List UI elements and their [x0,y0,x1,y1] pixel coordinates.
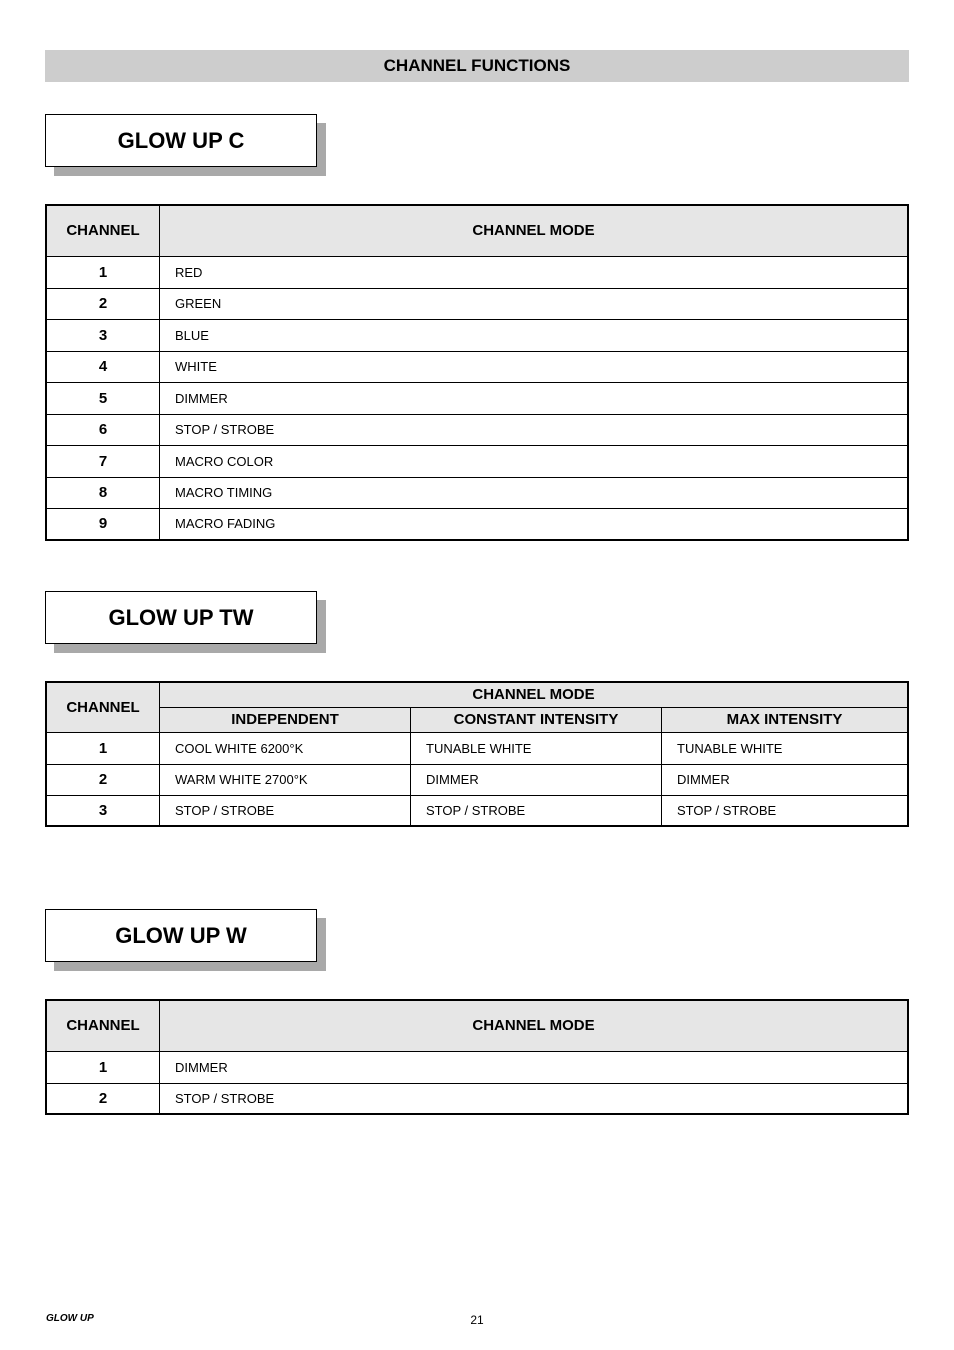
mode-independent: WARM WHITE 2700°K [160,764,411,795]
channel-table-glow-up-w [45,999,909,1115]
channel-mode: DIMMER [160,382,909,414]
table-header-row [46,1000,908,1051]
channel-table-glow-up-tw [45,681,909,827]
page-number: 21 [470,1313,484,1327]
channel-number: 1 [46,256,160,288]
section-title-glow-up-c: GLOW UP C [45,114,317,167]
column-header-channel-mode: CHANNEL MODE [160,1000,909,1051]
channel-number: 4 [46,351,160,382]
table-row [46,319,908,351]
channel-mode: BLUE [160,319,909,351]
column-header-channel: CHANNEL [46,682,160,732]
table-row [46,732,908,764]
table-row [46,1051,908,1083]
channel-mode: WHITE [160,351,909,382]
channel-mode: STOP / STROBE [160,1083,909,1114]
mode-max-intensity: TUNABLE WHITE [662,732,909,764]
channel-number: 1 [46,732,160,764]
column-header-channel-mode: CHANNEL MODE [160,682,909,707]
channel-number: 2 [46,288,160,319]
channel-number: 8 [46,477,160,508]
table-row [46,445,908,477]
mode-constant-intensity: STOP / STROBE [411,795,662,826]
table-row [46,256,908,288]
table-row [46,764,908,795]
mode-max-intensity: STOP / STROBE [662,795,909,826]
channel-number: 2 [46,1083,160,1114]
table-row [46,795,908,826]
column-header-constant-intensity: CONSTANT INTENSITY [411,707,662,732]
table-row [46,477,908,508]
channel-number: 9 [46,508,160,540]
column-header-channel: CHANNEL [46,205,160,256]
mode-independent: STOP / STROBE [160,795,411,826]
table-subheader-row [46,707,908,732]
section-title-glow-up-tw: GLOW UP TW [45,591,317,644]
table-row [46,1083,908,1114]
mode-constant-intensity: DIMMER [411,764,662,795]
footer-product-name: GLOW UP [46,1313,94,1324]
table-row [46,288,908,319]
table-row [46,351,908,382]
channel-number: 2 [46,764,160,795]
channel-table-glow-up-c [45,204,909,541]
channel-mode: GREEN [160,288,909,319]
table-header-row [46,682,908,707]
column-header-independent: INDEPENDENT [160,707,411,732]
table-row [46,414,908,445]
channel-mode: MACRO TIMING [160,477,909,508]
channel-mode: MACRO COLOR [160,445,909,477]
channel-number: 7 [46,445,160,477]
channel-number: 1 [46,1051,160,1083]
mode-independent: COOL WHITE 6200°K [160,732,411,764]
channel-mode: RED [160,256,909,288]
channel-number: 3 [46,319,160,351]
channel-mode: DIMMER [160,1051,909,1083]
table-row [46,508,908,540]
channel-number: 3 [46,795,160,826]
mode-constant-intensity: TUNABLE WHITE [411,732,662,764]
section-title-glow-up-w: GLOW UP W [45,909,317,962]
channel-number: 6 [46,414,160,445]
channel-number: 5 [46,382,160,414]
column-header-max-intensity: MAX INTENSITY [662,707,909,732]
table-row [46,382,908,414]
page-header: CHANNEL FUNCTIONS [45,50,909,82]
mode-max-intensity: DIMMER [662,764,909,795]
channel-mode: STOP / STROBE [160,414,909,445]
column-header-channel: CHANNEL [46,1000,160,1051]
column-header-channel-mode: CHANNEL MODE [160,205,909,256]
channel-mode: MACRO FADING [160,508,909,540]
table-header-row [46,205,908,256]
